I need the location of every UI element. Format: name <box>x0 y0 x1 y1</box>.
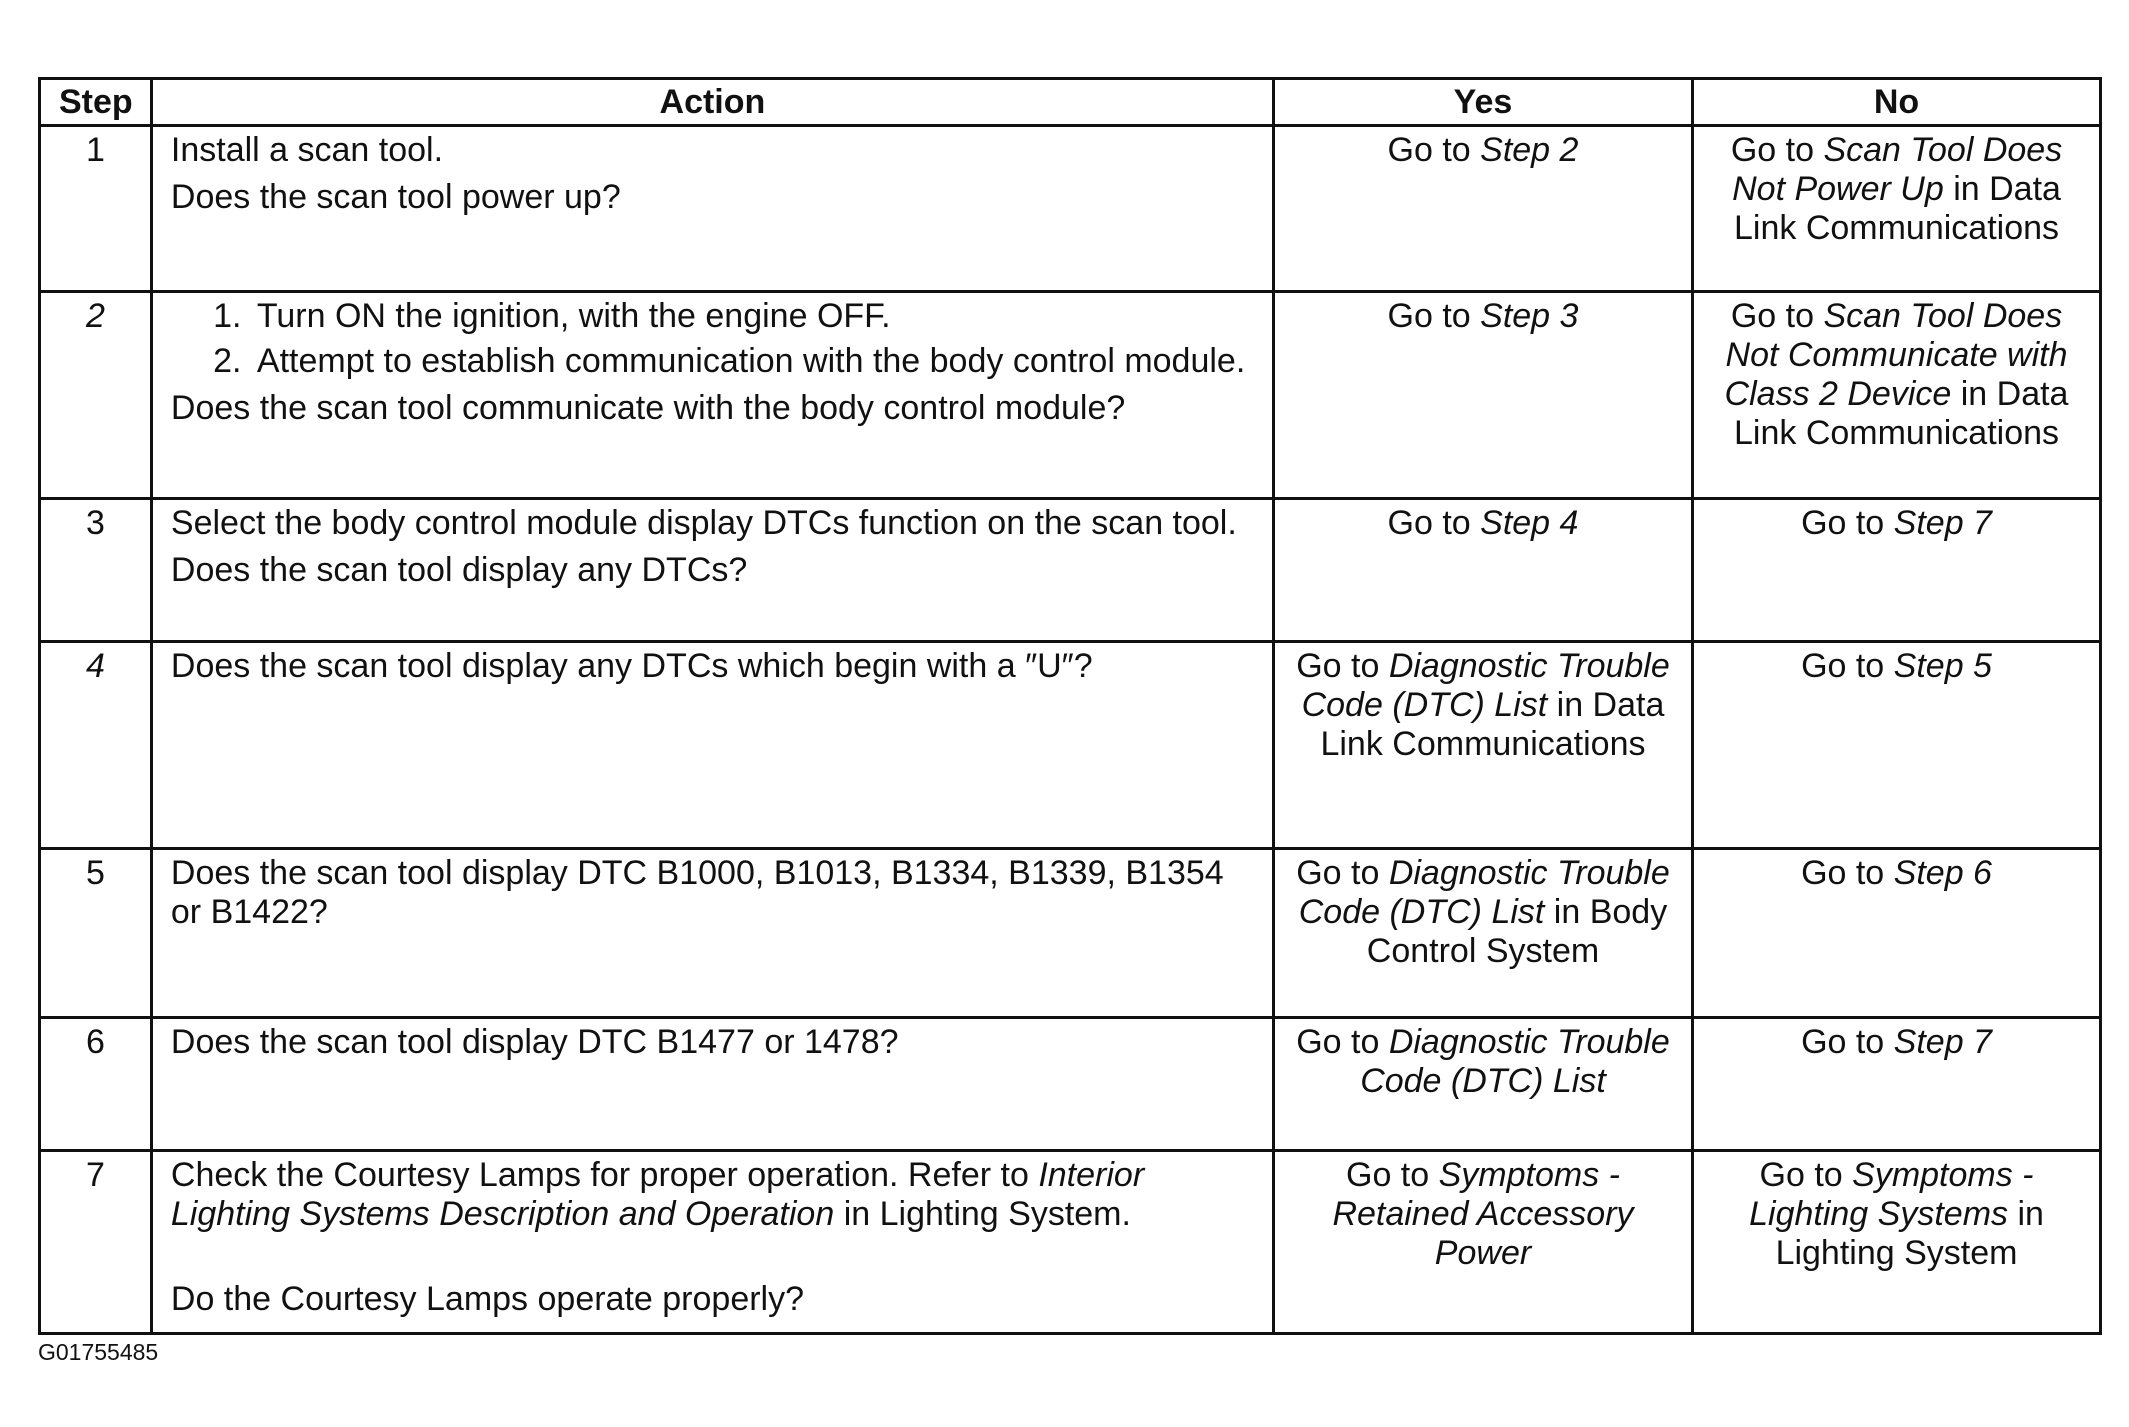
italic-reference: Diagnostic Trouble Code (DTC) List <box>1360 1023 1670 1100</box>
italic-reference: Scan Tool Does Not Power Up <box>1732 131 2063 208</box>
rich-text <box>1293 647 1673 764</box>
action-text: Select the body control module display DTCs function on the scan tool. <box>170 504 1237 542</box>
step-number: 2 <box>40 292 152 499</box>
text-segment: Go to <box>1387 504 1481 542</box>
no-cell <box>1693 642 2101 849</box>
no-cell <box>1693 849 2101 1018</box>
yes-cell <box>1273 849 1692 1018</box>
rich-text <box>1712 647 2081 686</box>
step-number: 6 <box>40 1018 152 1151</box>
header-row <box>40 79 2101 126</box>
text-segment: in Lighting System. <box>834 1195 1131 1233</box>
text-segment: in Lighting System <box>1775 1195 2044 1272</box>
diagnostic-table <box>38 77 2102 1335</box>
italic-reference: Step 5 <box>1893 647 1992 685</box>
action-step-item: 1. Turn ON the ignition, with the engine OFF. <box>251 297 1254 336</box>
action-steps-list <box>171 297 1254 381</box>
text-segment: Go to <box>1801 647 1894 685</box>
yes-cell <box>1273 1151 1692 1334</box>
italic-reference: Step 3 <box>1480 297 1579 335</box>
text-segment: Go to <box>1296 1023 1389 1061</box>
table-row <box>40 499 2101 642</box>
step-number: 7 <box>40 1151 152 1334</box>
italic-reference: Step 4 <box>1480 504 1579 542</box>
text-segment: in Data Link Communications <box>1734 375 2069 452</box>
text-segment: Go to <box>1346 1156 1439 1194</box>
step-number: 3 <box>40 499 152 642</box>
text-segment: Go to <box>1801 854 1894 892</box>
no-cell <box>1693 292 2101 499</box>
rich-text <box>1293 1023 1673 1101</box>
figure-id: G01755485 <box>38 1339 159 1365</box>
table-row <box>40 849 2101 1018</box>
action-text <box>171 1156 1254 1234</box>
text-segment: Check the Courtesy Lamps for proper operation. Refer to <box>170 1156 1039 1194</box>
rich-text <box>1712 1023 2081 1062</box>
action-cell <box>151 849 1273 1018</box>
text-segment: Go to <box>1730 297 1824 335</box>
rich-text <box>1712 297 2081 453</box>
table-row <box>40 642 2101 849</box>
rich-text <box>1712 854 2081 893</box>
rich-text <box>1293 1156 1673 1273</box>
table-row <box>40 292 2101 499</box>
rich-text <box>1712 504 2081 543</box>
text-segment: Go to <box>1801 1023 1894 1061</box>
italic-reference: Symptoms - Retained Accessory Power <box>1332 1156 1634 1272</box>
text-segment: in Data Link Communications <box>1734 170 2061 247</box>
yes-cell <box>1273 292 1692 499</box>
action-cell <box>151 1151 1273 1334</box>
italic-reference: Scan Tool Does Not Communicate with Class 2 Device <box>1724 297 2068 413</box>
header-step: Step <box>40 79 152 126</box>
header-no: No <box>1693 79 2101 126</box>
yes-cell <box>1273 642 1692 849</box>
header-action: Action <box>151 79 1273 126</box>
action-step-item: 2. Attempt to establish communication with the body control module. <box>251 342 1254 381</box>
italic-reference: Step 6 <box>1893 854 1992 892</box>
text-segment: Go to <box>1296 854 1389 892</box>
rich-text <box>1293 854 1673 971</box>
step-number: 1 <box>40 126 152 292</box>
table-row <box>40 126 2101 292</box>
table-row <box>40 1018 2101 1151</box>
action-question: Do the Courtesy Lamps operate properly? <box>170 1280 805 1318</box>
action-cell <box>151 126 1273 292</box>
action-question: Does the scan tool display any DTCs? <box>170 551 748 589</box>
action-question: Does the scan tool communicate with the body control module? <box>170 389 1126 427</box>
action-question: Does the scan tool display DTC B1477 or 1478? <box>170 1023 899 1061</box>
no-cell <box>1693 499 2101 642</box>
yes-cell <box>1273 1018 1692 1151</box>
rich-text <box>1293 297 1673 336</box>
italic-reference: Symptoms - Lighting Systems <box>1749 1156 2034 1233</box>
yes-cell <box>1273 499 1692 642</box>
step-number: 4 <box>40 642 152 849</box>
rich-text <box>1712 1156 2081 1273</box>
action-question: Does the scan tool power up? <box>170 178 621 216</box>
action-question: Does the scan tool display any DTCs which begin with a ″U″? <box>170 647 1093 685</box>
rich-text <box>1712 131 2081 248</box>
table-row <box>40 1151 2101 1334</box>
italic-reference: Step 2 <box>1480 131 1579 169</box>
text-segment: Go to <box>1801 504 1894 542</box>
no-cell <box>1693 1018 2101 1151</box>
action-cell <box>151 642 1273 849</box>
action-cell <box>151 1018 1273 1151</box>
italic-reference: Diagnostic Trouble Code (DTC) List <box>1301 647 1670 724</box>
text-segment: in Data Link Communications <box>1320 686 1665 763</box>
action-text: Install a scan tool. <box>170 131 444 169</box>
rich-text <box>1293 504 1673 543</box>
header-yes: Yes <box>1273 79 1692 126</box>
text-segment: in Body Control System <box>1366 893 1668 970</box>
italic-reference: Step 7 <box>1893 504 1992 542</box>
italic-reference: Step 7 <box>1893 1023 1992 1061</box>
step-number: 5 <box>40 849 152 1018</box>
text-segment: Go to <box>1296 647 1389 685</box>
text-segment: Go to <box>1387 297 1481 335</box>
text-segment: Go to <box>1387 131 1481 169</box>
action-cell <box>151 292 1273 499</box>
italic-reference: Diagnostic Trouble Code (DTC) List <box>1298 854 1670 931</box>
action-question: Does the scan tool display DTC B1000, B1013, B1334, B1339, B1354 or B1422? <box>170 854 1224 931</box>
text-segment: Go to <box>1730 131 1824 169</box>
yes-cell <box>1273 126 1692 292</box>
rich-text <box>1293 131 1673 170</box>
italic-reference: Interior Lighting Systems Description and Operation <box>170 1156 1145 1233</box>
no-cell <box>1693 126 2101 292</box>
action-cell <box>151 499 1273 642</box>
rich-text <box>171 1156 1254 1234</box>
text-segment: Go to <box>1759 1156 1853 1194</box>
no-cell <box>1693 1151 2101 1334</box>
